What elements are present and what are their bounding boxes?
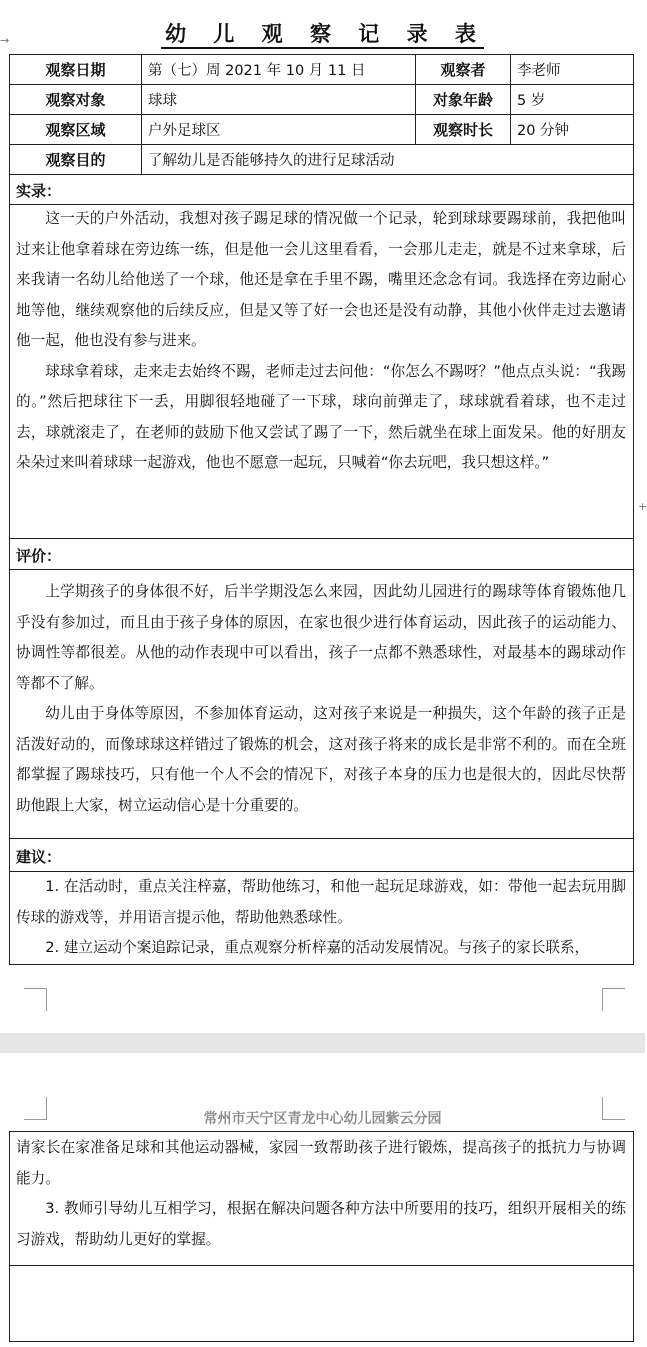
right-margin-plus-icon: +	[638, 500, 647, 513]
suggestion-continued	[16, 1133, 626, 1255]
age-label: 对象年龄	[415, 84, 511, 115]
suggestion-body	[16, 872, 626, 964]
page-corner-mark	[24, 988, 47, 1011]
date-value: 第（七）周 2021 年 10 月 11 日	[141, 54, 416, 85]
duration-label: 观察时长	[415, 114, 511, 145]
date-label: 观察日期	[9, 54, 142, 85]
record-heading: 实录：	[16, 182, 62, 200]
subject-value: 球球	[141, 84, 416, 115]
suggestion-divider	[9, 838, 634, 839]
page-title: 幼 儿 观 察 记 录 表	[0, 18, 645, 48]
duration-value: 20 分钟	[510, 114, 634, 145]
page-gap	[0, 1033, 645, 1053]
purpose-label: 观察目的	[9, 144, 142, 175]
area-value: 户外足球区	[141, 114, 416, 145]
continuation-divider	[9, 1265, 634, 1266]
record-paragraph: 这一天的户外活动，我想对孩子踢足球的情况做一个记录，轮到球球要踢球前，我把他叫过来让他拿着球在旁边练一练，但是他一会儿这里看看，一会那儿走走，就是不过来拿球，后来我请一名幼儿给他送了一个球，他还是拿在手里不踢，嘴里还念念有词。我选择在旁边耐心地等他，继续观察他的后续反应，但是又等了好一会也还是没有动静，其他小伙伴走过去邀请他一起，他也没有参与进来。	[16, 210, 626, 349]
record-paragraph: 球球拿着球，走来走去始终不踢，老师走过去问他：“你怎么不踢呀？”他点点头说：“我踢的。”然后把球往下一丢，用脚很轻地碰了一下球，球向前弹走了，球球就看着球，也不走过去，球就滚走了，在老师的鼓励下他又尝试了踢了一下，然后就坐在球上面发呆。他的好朋友朵朵过来叫着球球一起游戏，他也不愿意一起玩，只喊着“你去玩吧，我只想这样。”	[16, 362, 626, 471]
age-value: 5 岁	[510, 84, 634, 115]
observer-value: 李老师	[510, 54, 634, 85]
suggestion-heading: 建议：	[16, 848, 62, 866]
suggestion-item: 1. 在活动时，重点关注梓嘉，帮助他练习，和他一起玩足球游戏，如：带他一起去玩用脚传球的游戏等，并用语言提示他，帮助他熟悉球性。	[16, 878, 626, 926]
purpose-value: 了解幼儿是否能够持久的进行足球活动	[141, 144, 634, 175]
record-body	[16, 204, 626, 479]
page-corner-mark	[602, 988, 625, 1011]
area-label: 观察区域	[9, 114, 142, 145]
evaluation-heading: 评价：	[16, 547, 62, 565]
suggestion-item: 3. 教师引导幼儿互相学习，根据在解决问题各种方法中所要用的技巧，组织开展相关的练习游戏，帮助幼儿更好的掌握。	[16, 1200, 626, 1248]
evaluation-heading-divider	[9, 569, 634, 570]
evaluation-paragraph: 幼儿由于身体等原因，不参加体育运动，这对孩子来说是一种损失，这个年龄的孩子正是活泼好动的，而像球球这样错过了锻炼的机会，这对孩子将来的成长是非常不利的。而在全班都掌握了踢球技巧，只有他一个人不会的情况下，对孩子本身的压力也是很大的，因此尽快帮助他跟上大家，树立运动信心是十分重要的。	[16, 705, 626, 814]
left-margin-arrow-icon: →	[0, 34, 10, 47]
suggestion-item-continued: 请家长在家准备足球和其他运动器械，家园一致帮助孩子进行锻炼，提高孩子的抵抗力与协调能力。	[16, 1139, 626, 1187]
evaluation-paragraph: 上学期孩子的身体很不好，后半学期没怎么来园，因此幼儿园进行的踢球等体育锻炼他几乎没有参加过，而且由于孩子身体的原因，在家也很少进行体育运动，因此孩子的运动能力、协调性等都很差。从他的动作表现中可以看出，孩子一点都不熟悉球性，对最基本的踢球动作等都不了解。	[16, 583, 626, 692]
evaluation-body	[16, 577, 626, 821]
subject-label: 观察对象	[9, 84, 142, 115]
page-header-school: 常州市天宁区青龙中心幼儿园紫云分园	[203, 1111, 442, 1127]
evaluation-divider	[9, 538, 634, 539]
observer-label: 观察者	[415, 54, 511, 85]
suggestion-item: 2. 建立运动个案追踪记录，重点观察分析梓嘉的活动发展情况。与孩子的家长联系，	[45, 939, 590, 956]
